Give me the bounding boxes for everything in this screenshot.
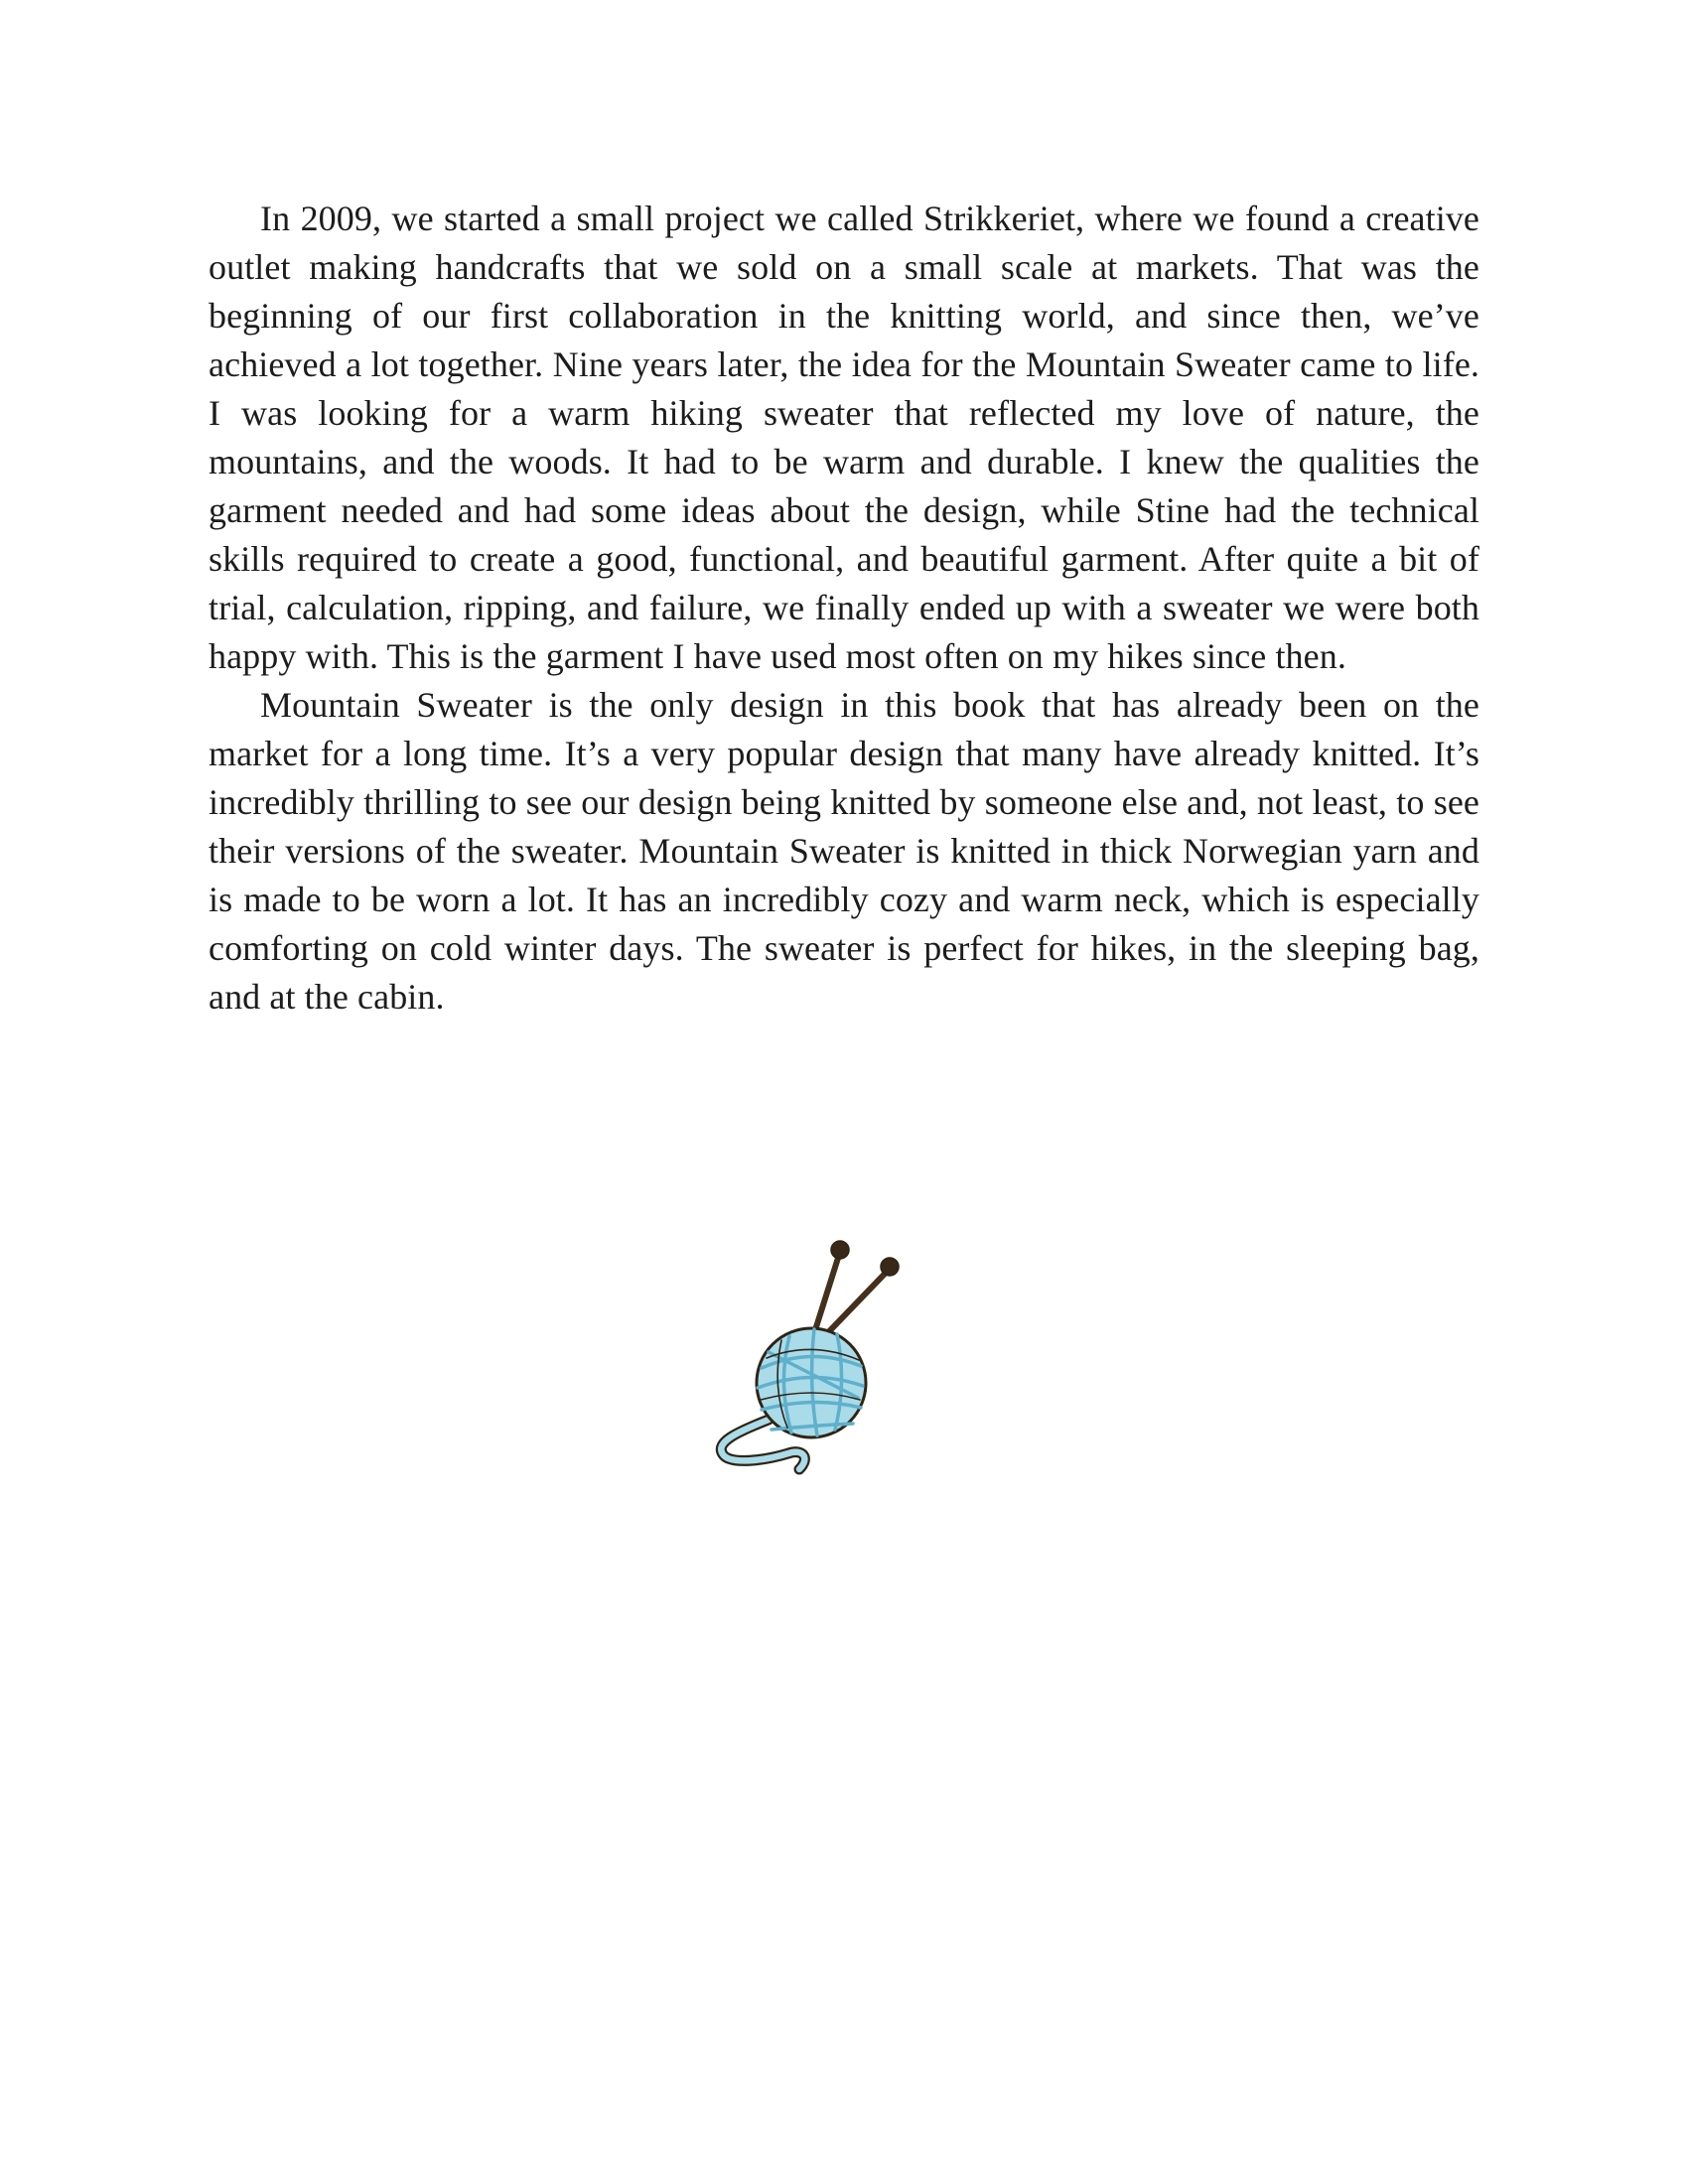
yarn-ball-with-needles-icon (711, 1229, 921, 1479)
yarn-ball-illustration (0, 1229, 1660, 1479)
body-text (209, 195, 1479, 1022)
paragraph-2: Mountain Sweater is the only design in this book that has already been on the market for a long time. It’s a very popular design that many have already knitted. It’s incredibly thrilling to see our design being knitted by someone else and, not least, to see their versions of the sweater. Mountain Sweater is knitted in thick Norwegian yarn and is made to be worn a lot. It has an incredibly cozy and warm neck, which is especially comforting on cold winter days. The sweater is perfect for hikes, in the sleeping bag, and at the cabin. (209, 685, 1479, 1017)
paragraph-1: In 2009, we started a small project we called Strikkeriet, where we found a creative outlet making handcrafts that we sold on a small scale at markets. That was the beginning of our first collaboration in the knitting world, and since then, we’ve achieved a lot together. Nine years later, the idea for the Mountain Sweater came to life. I was looking for a warm hiking sweater that reflected my love of nature, the mountains, and the woods. It had to be warm and durable. I knew the qualities the garment needed and had some ideas about the design, while Stine had the technical skills required to create a good, functional, and beautiful garment. After quite a bit of trial, calculation, ripping, and failure, we finally ended up with a sweater we were both happy with. This is the garment I have used most often on my hikes since then. (209, 199, 1479, 676)
yarn-ball-icon (757, 1328, 866, 1437)
